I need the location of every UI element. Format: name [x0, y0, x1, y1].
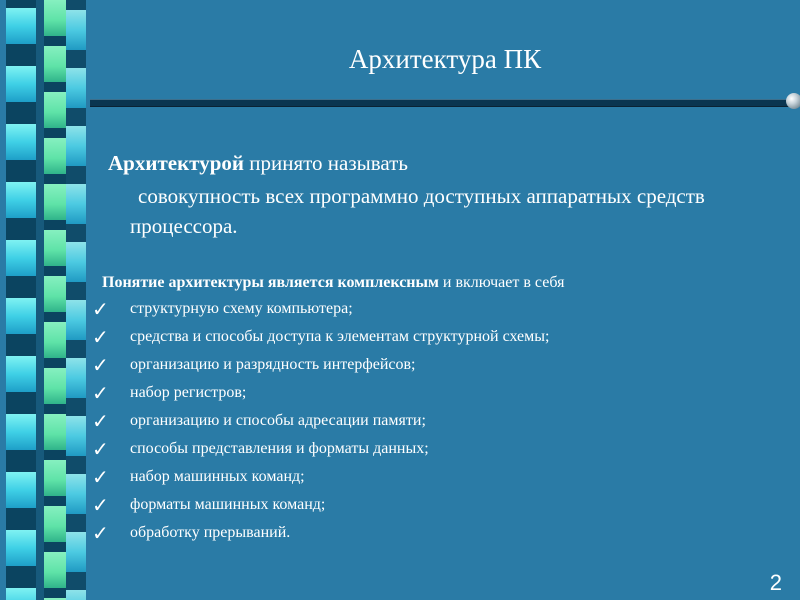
- concept-lead: [102, 271, 790, 295]
- concept-block: [90, 271, 790, 547]
- ribbon-shade: [36, 0, 44, 600]
- list-item: [90, 407, 790, 435]
- list-item: [90, 519, 790, 547]
- list-item: [90, 379, 790, 407]
- title-divider: [90, 99, 796, 107]
- definition-body: совокупность всех программно доступных аппаратных средств процессора.: [130, 184, 705, 238]
- definition-block: [108, 148, 788, 241]
- list-item-text: организацию и способы адресации памяти;: [130, 412, 426, 429]
- check-icon: ✓: [92, 381, 109, 405]
- ribbon-stripe: [44, 0, 66, 600]
- list-item: [90, 351, 790, 379]
- check-icon: ✓: [92, 493, 109, 517]
- definition-term: Архитектурой: [108, 151, 244, 175]
- definition-lead: принято называть: [244, 151, 408, 175]
- page-number: 2: [769, 570, 782, 595]
- check-icon: ✓: [92, 353, 109, 377]
- concept-lead-rest: и включает в себя: [438, 274, 565, 291]
- check-icon: ✓: [92, 465, 109, 489]
- list-item: [90, 463, 790, 491]
- list-item-text: способы представления и форматы данных;: [130, 440, 429, 457]
- list-item: [90, 435, 790, 463]
- list-item: [90, 491, 790, 519]
- list-item: [90, 295, 790, 323]
- check-icon: ✓: [92, 325, 109, 349]
- list-item: [90, 323, 790, 351]
- list-item-text: набор регистров;: [130, 384, 247, 401]
- divider-knob-icon: [786, 93, 800, 109]
- concept-lead-bold: Понятие архитектуры является комплексным: [102, 274, 439, 291]
- decorative-ribbon: [0, 0, 90, 600]
- check-icon: ✓: [92, 437, 109, 461]
- check-icon: ✓: [92, 409, 109, 433]
- list-item-text: обработку прерываний.: [130, 524, 291, 541]
- list-item-text: набор машинных команд;: [130, 468, 305, 485]
- list-item-text: организацию и разрядность интерфейсов;: [130, 356, 416, 373]
- ribbon-stripe: [6, 0, 36, 600]
- list-item-text: форматы машинных команд;: [130, 496, 326, 513]
- list-item-text: средства и способы доступа к элементам структурной схемы;: [130, 328, 550, 345]
- check-icon: ✓: [92, 297, 109, 321]
- concept-list: [90, 295, 790, 547]
- list-item-text: структурную схему компьютера;: [130, 300, 353, 317]
- check-icon: ✓: [92, 521, 109, 545]
- ribbon-stripe: [66, 0, 86, 600]
- slide-title: Архитектура ПК: [348, 44, 542, 74]
